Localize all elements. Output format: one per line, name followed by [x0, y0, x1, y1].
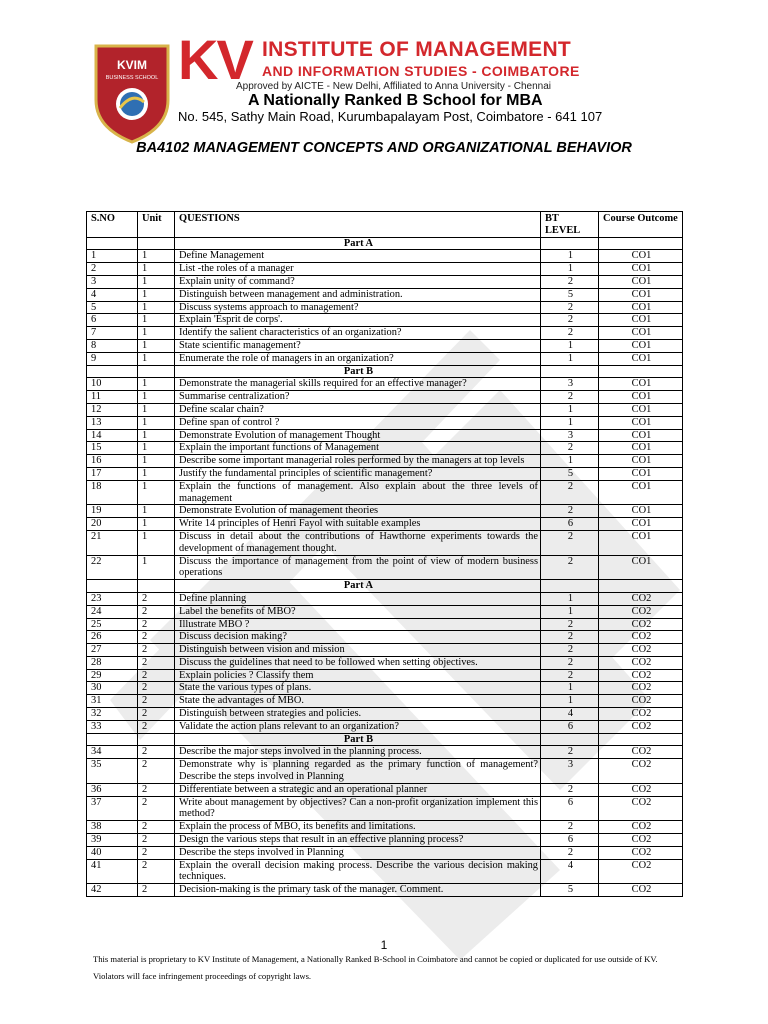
part-empty-cell — [87, 580, 138, 593]
question-row — [87, 378, 683, 391]
cell-question: Design the various steps that result in an effective planning process? — [175, 834, 541, 847]
cell-unit: 1 — [138, 403, 175, 416]
header-bt-level: BT LEVEL — [541, 212, 599, 238]
cell-unit: 2 — [138, 846, 175, 859]
question-row — [87, 480, 683, 505]
part-empty-cell — [599, 733, 683, 746]
cell-unit: 1 — [138, 352, 175, 365]
cell-question: Discuss the importance of management from the point of view of modern business operations — [175, 555, 541, 580]
cell-sno: 11 — [87, 391, 138, 404]
cell-question: Describe the steps involved in Planning — [175, 846, 541, 859]
institute-subname: AND INFORMATION STUDIES - COIMBATORE — [262, 63, 580, 79]
cell-course-outcome: CO1 — [599, 288, 683, 301]
part-empty-cell — [541, 365, 599, 378]
cell-sno: 30 — [87, 682, 138, 695]
cell-unit: 2 — [138, 669, 175, 682]
cell-unit: 1 — [138, 263, 175, 276]
cell-bt-level: 5 — [541, 884, 599, 897]
cell-question: Describe the major steps involved in the planning process. — [175, 746, 541, 759]
cell-bt-level: 1 — [541, 339, 599, 352]
page-number: 1 — [380, 938, 388, 952]
cell-question: Describe some important managerial roles performed by the managers at top levels — [175, 455, 541, 468]
question-row — [87, 821, 683, 834]
cell-unit: 1 — [138, 275, 175, 288]
cell-bt-level: 2 — [541, 301, 599, 314]
copyright-footer: This material is proprietary to KV Institute of Management, a Nationally Ranked B-School in Coimbatore and cannot be copied or duplicated for use outside of KV. Violators will face infringement proceedings of copyright laws. — [93, 954, 658, 981]
cell-unit: 1 — [138, 314, 175, 327]
cell-sno: 41 — [87, 859, 138, 884]
question-row — [87, 592, 683, 605]
part-label: Part A — [175, 580, 541, 593]
cell-bt-level: 1 — [541, 455, 599, 468]
cell-question: Define scalar chain? — [175, 403, 541, 416]
cell-bt-level: 2 — [541, 821, 599, 834]
cell-unit: 2 — [138, 783, 175, 796]
cell-bt-level: 6 — [541, 720, 599, 733]
cell-question: Discuss in detail about the contributions of Hawthorne experiments towards the development of management thought. — [175, 530, 541, 555]
cell-course-outcome: CO1 — [599, 416, 683, 429]
cell-bt-level: 2 — [541, 783, 599, 796]
part-empty-cell — [87, 237, 138, 250]
header-course-outcome: Course Outcome — [599, 212, 683, 238]
question-row — [87, 263, 683, 276]
cell-question: Validate the action plans relevant to an organization? — [175, 720, 541, 733]
part-header-row — [87, 580, 683, 593]
cell-course-outcome: CO1 — [599, 505, 683, 518]
cell-course-outcome: CO1 — [599, 378, 683, 391]
cell-question: Explain policies ? Classify them — [175, 669, 541, 682]
cell-bt-level: 2 — [541, 669, 599, 682]
cell-bt-level: 6 — [541, 796, 599, 821]
cell-sno: 13 — [87, 416, 138, 429]
cell-sno: 2 — [87, 263, 138, 276]
question-row — [87, 455, 683, 468]
ranking-line: A Nationally Ranked B School for MBA — [248, 92, 543, 109]
question-row — [87, 467, 683, 480]
cell-question: Identify the salient characteristics of an organization? — [175, 327, 541, 340]
question-row — [87, 555, 683, 580]
cell-course-outcome: CO1 — [599, 480, 683, 505]
cell-unit: 1 — [138, 480, 175, 505]
cell-unit: 2 — [138, 859, 175, 884]
cell-question: State the advantages of MBO. — [175, 695, 541, 708]
part-empty-cell — [87, 365, 138, 378]
cell-bt-level: 6 — [541, 518, 599, 531]
cell-bt-level: 1 — [541, 416, 599, 429]
part-label: Part B — [175, 365, 541, 378]
question-row — [87, 403, 683, 416]
cell-question: Enumerate the role of managers in an organization? — [175, 352, 541, 365]
cell-bt-level: 3 — [541, 378, 599, 391]
cell-course-outcome: CO2 — [599, 821, 683, 834]
question-row — [87, 720, 683, 733]
institute-name: INSTITUTE OF MANAGEMENT — [262, 38, 572, 61]
part-empty-cell — [541, 733, 599, 746]
cell-bt-level: 5 — [541, 288, 599, 301]
question-row — [87, 759, 683, 784]
cell-sno: 8 — [87, 339, 138, 352]
cell-course-outcome: CO2 — [599, 783, 683, 796]
header-sno: S.NO — [87, 212, 138, 238]
cell-course-outcome: CO2 — [599, 884, 683, 897]
cell-unit: 1 — [138, 288, 175, 301]
cell-sno: 20 — [87, 518, 138, 531]
cell-bt-level: 2 — [541, 644, 599, 657]
cell-sno: 32 — [87, 708, 138, 721]
part-empty-cell — [541, 237, 599, 250]
cell-unit: 1 — [138, 467, 175, 480]
question-row — [87, 682, 683, 695]
part-label: Part B — [175, 733, 541, 746]
cell-question: Explain the process of MBO, its benefits and limitations. — [175, 821, 541, 834]
cell-sno: 35 — [87, 759, 138, 784]
cell-unit: 2 — [138, 759, 175, 784]
kvim-logo — [92, 42, 172, 144]
cell-sno: 25 — [87, 618, 138, 631]
cell-sno: 3 — [87, 275, 138, 288]
cell-unit: 2 — [138, 618, 175, 631]
cell-unit: 2 — [138, 605, 175, 618]
cell-question: Explain the overall decision making process. Describe the various decision making techniques. — [175, 859, 541, 884]
cell-question: Explain 'Esprit de corps'. — [175, 314, 541, 327]
cell-unit: 2 — [138, 720, 175, 733]
cell-bt-level: 3 — [541, 429, 599, 442]
part-header-row — [87, 733, 683, 746]
question-row — [87, 669, 683, 682]
cell-unit: 1 — [138, 455, 175, 468]
cell-question: Demonstrate Evolution of management Thought — [175, 429, 541, 442]
cell-question: Explain unity of command? — [175, 275, 541, 288]
cell-unit: 2 — [138, 796, 175, 821]
letterhead — [0, 0, 768, 130]
logo-subtext: BUSINESS SCHOOL — [105, 75, 159, 81]
address-line: No. 545, Sathy Main Road, Kurumbapalayam Post, Coimbatore - 641 107 — [178, 109, 603, 124]
header-questions: QUESTIONS — [175, 212, 541, 238]
question-row — [87, 746, 683, 759]
cell-sno: 6 — [87, 314, 138, 327]
cell-bt-level: 6 — [541, 834, 599, 847]
cell-sno: 5 — [87, 301, 138, 314]
cell-question: Label the benefits of MBO? — [175, 605, 541, 618]
cell-bt-level: 2 — [541, 656, 599, 669]
cell-unit: 2 — [138, 682, 175, 695]
cell-sno: 21 — [87, 530, 138, 555]
cell-sno: 14 — [87, 429, 138, 442]
cell-bt-level: 2 — [541, 505, 599, 518]
cell-unit: 1 — [138, 518, 175, 531]
cell-sno: 29 — [87, 669, 138, 682]
cell-sno: 34 — [87, 746, 138, 759]
cell-course-outcome: CO2 — [599, 656, 683, 669]
cell-course-outcome: CO2 — [599, 834, 683, 847]
cell-unit: 1 — [138, 416, 175, 429]
cell-course-outcome: CO1 — [599, 467, 683, 480]
cell-sno: 16 — [87, 455, 138, 468]
cell-bt-level: 1 — [541, 263, 599, 276]
question-row — [87, 327, 683, 340]
question-row — [87, 314, 683, 327]
cell-unit: 1 — [138, 301, 175, 314]
header-unit: Unit — [138, 212, 175, 238]
cell-question: Explain the functions of management. Also explain about the three levels of management — [175, 480, 541, 505]
cell-unit: 2 — [138, 746, 175, 759]
question-row — [87, 442, 683, 455]
cell-course-outcome: CO2 — [599, 592, 683, 605]
part-empty-cell — [138, 237, 175, 250]
cell-sno: 42 — [87, 884, 138, 897]
cell-bt-level: 2 — [541, 746, 599, 759]
cell-sno: 40 — [87, 846, 138, 859]
part-label: Part A — [175, 237, 541, 250]
cell-sno: 26 — [87, 631, 138, 644]
cell-bt-level: 2 — [541, 555, 599, 580]
cell-question: Demonstrate Evolution of management theories — [175, 505, 541, 518]
part-empty-cell — [599, 365, 683, 378]
question-table — [86, 211, 683, 897]
cell-course-outcome: CO1 — [599, 327, 683, 340]
table-body — [87, 237, 683, 896]
part-header-row — [87, 365, 683, 378]
cell-unit: 2 — [138, 708, 175, 721]
question-row — [87, 708, 683, 721]
cell-bt-level: 2 — [541, 631, 599, 644]
question-row — [87, 695, 683, 708]
cell-course-outcome: CO1 — [599, 314, 683, 327]
kv-wordmark: KV — [178, 28, 252, 91]
question-row — [87, 644, 683, 657]
question-row — [87, 605, 683, 618]
cell-bt-level: 1 — [541, 695, 599, 708]
cell-sno: 7 — [87, 327, 138, 340]
cell-unit: 2 — [138, 592, 175, 605]
cell-bt-level: 2 — [541, 275, 599, 288]
cell-course-outcome: CO2 — [599, 682, 683, 695]
cell-bt-level: 2 — [541, 480, 599, 505]
cell-course-outcome: CO1 — [599, 352, 683, 365]
cell-sno: 24 — [87, 605, 138, 618]
part-header-row — [87, 237, 683, 250]
cell-question: Demonstrate why is planning regarded as the primary function of management? Describe the steps involved in Planning — [175, 759, 541, 784]
cell-bt-level: 2 — [541, 530, 599, 555]
part-empty-cell — [138, 365, 175, 378]
cell-course-outcome: CO2 — [599, 720, 683, 733]
question-row — [87, 656, 683, 669]
part-empty-cell — [599, 237, 683, 250]
cell-unit: 2 — [138, 821, 175, 834]
part-empty-cell — [138, 733, 175, 746]
question-row — [87, 518, 683, 531]
question-row — [87, 339, 683, 352]
cell-unit: 1 — [138, 555, 175, 580]
logo-text: KVIM — [117, 58, 147, 72]
cell-question: Summarise centralization? — [175, 391, 541, 404]
cell-sno: 12 — [87, 403, 138, 416]
cell-unit: 1 — [138, 339, 175, 352]
question-row — [87, 618, 683, 631]
question-row — [87, 783, 683, 796]
cell-unit: 2 — [138, 631, 175, 644]
cell-question: State the various types of plans. — [175, 682, 541, 695]
cell-sno: 28 — [87, 656, 138, 669]
cell-question: List -the roles of a manager — [175, 263, 541, 276]
cell-course-outcome: CO2 — [599, 708, 683, 721]
question-row — [87, 250, 683, 263]
cell-course-outcome: CO1 — [599, 530, 683, 555]
cell-question: Define Management — [175, 250, 541, 263]
cell-question: Distinguish between strategies and policies. — [175, 708, 541, 721]
cell-question: Demonstrate the managerial skills required for an effective manager? — [175, 378, 541, 391]
cell-sno: 19 — [87, 505, 138, 518]
cell-bt-level: 2 — [541, 618, 599, 631]
cell-question: Write 14 principles of Henri Fayol with suitable examples — [175, 518, 541, 531]
cell-sno: 9 — [87, 352, 138, 365]
cell-question: Discuss systems approach to management? — [175, 301, 541, 314]
cell-course-outcome: CO1 — [599, 275, 683, 288]
cell-course-outcome: CO2 — [599, 846, 683, 859]
question-row — [87, 352, 683, 365]
part-empty-cell — [599, 580, 683, 593]
cell-sno: 36 — [87, 783, 138, 796]
cell-course-outcome: CO1 — [599, 518, 683, 531]
part-empty-cell — [541, 580, 599, 593]
cell-course-outcome: CO1 — [599, 250, 683, 263]
question-row — [87, 834, 683, 847]
cell-question: State scientific management? — [175, 339, 541, 352]
cell-sno: 10 — [87, 378, 138, 391]
cell-course-outcome: CO1 — [599, 403, 683, 416]
cell-unit: 2 — [138, 695, 175, 708]
approval-line: Approved by AICTE - New Delhi, Affiliated to Anna University - Chennai — [236, 81, 551, 92]
cell-course-outcome: CO2 — [599, 669, 683, 682]
cell-course-outcome: CO2 — [599, 759, 683, 784]
question-row — [87, 416, 683, 429]
cell-bt-level: 1 — [541, 352, 599, 365]
cell-question: Justify the fundamental principles of scientific management? — [175, 467, 541, 480]
cell-sno: 18 — [87, 480, 138, 505]
cell-question: Decision-making is the primary task of the manager. Comment. — [175, 884, 541, 897]
cell-course-outcome: CO2 — [599, 859, 683, 884]
question-row — [87, 391, 683, 404]
cell-unit: 1 — [138, 530, 175, 555]
cell-course-outcome: CO1 — [599, 301, 683, 314]
cell-unit: 1 — [138, 442, 175, 455]
table-header-row — [87, 212, 683, 238]
cell-unit: 1 — [138, 391, 175, 404]
cell-bt-level: 2 — [541, 327, 599, 340]
cell-bt-level: 3 — [541, 759, 599, 784]
cell-bt-level: 1 — [541, 682, 599, 695]
cell-sno: 33 — [87, 720, 138, 733]
cell-bt-level: 1 — [541, 250, 599, 263]
cell-course-outcome: CO2 — [599, 605, 683, 618]
question-row — [87, 530, 683, 555]
question-row — [87, 429, 683, 442]
cell-course-outcome: CO1 — [599, 263, 683, 276]
cell-course-outcome: CO2 — [599, 695, 683, 708]
question-row — [87, 884, 683, 897]
cell-course-outcome: CO2 — [599, 746, 683, 759]
cell-bt-level: 1 — [541, 605, 599, 618]
cell-question: Illustrate MBO ? — [175, 618, 541, 631]
cell-question: Discuss the guidelines that need to be followed when setting objectives. — [175, 656, 541, 669]
question-row — [87, 288, 683, 301]
cell-unit: 2 — [138, 834, 175, 847]
cell-course-outcome: CO1 — [599, 391, 683, 404]
cell-question: Distinguish between vision and mission — [175, 644, 541, 657]
question-row — [87, 859, 683, 884]
cell-question: Explain the important functions of Management — [175, 442, 541, 455]
cell-bt-level: 2 — [541, 442, 599, 455]
cell-sno: 31 — [87, 695, 138, 708]
cell-course-outcome: CO2 — [599, 796, 683, 821]
cell-bt-level: 2 — [541, 391, 599, 404]
cell-unit: 2 — [138, 884, 175, 897]
cell-course-outcome: CO1 — [599, 442, 683, 455]
question-row — [87, 505, 683, 518]
cell-course-outcome: CO1 — [599, 455, 683, 468]
cell-sno: 15 — [87, 442, 138, 455]
cell-course-outcome: CO2 — [599, 644, 683, 657]
cell-bt-level: 1 — [541, 592, 599, 605]
cell-bt-level: 2 — [541, 846, 599, 859]
cell-sno: 1 — [87, 250, 138, 263]
cell-bt-level: 4 — [541, 708, 599, 721]
cell-sno: 23 — [87, 592, 138, 605]
cell-sno: 22 — [87, 555, 138, 580]
cell-course-outcome: CO1 — [599, 555, 683, 580]
cell-bt-level: 2 — [541, 314, 599, 327]
cell-question: Define planning — [175, 592, 541, 605]
cell-course-outcome: CO2 — [599, 631, 683, 644]
cell-question: Write about management by objectives? Can a non-profit organization implement this method? — [175, 796, 541, 821]
cell-unit: 1 — [138, 429, 175, 442]
cell-question: Discuss decision making? — [175, 631, 541, 644]
question-row — [87, 796, 683, 821]
cell-sno: 27 — [87, 644, 138, 657]
document-title: BA4102 MANAGEMENT CONCEPTS AND ORGANIZATIONAL BEHAVIOR — [136, 140, 632, 156]
question-row — [87, 275, 683, 288]
cell-sno: 38 — [87, 821, 138, 834]
cell-sno: 4 — [87, 288, 138, 301]
cell-sno: 39 — [87, 834, 138, 847]
cell-course-outcome: CO2 — [599, 618, 683, 631]
question-row — [87, 301, 683, 314]
cell-unit: 1 — [138, 327, 175, 340]
cell-unit: 1 — [138, 505, 175, 518]
question-row — [87, 631, 683, 644]
question-row — [87, 846, 683, 859]
cell-unit: 2 — [138, 656, 175, 669]
cell-question: Differentiate between a strategic and an operational planner — [175, 783, 541, 796]
cell-bt-level: 5 — [541, 467, 599, 480]
cell-course-outcome: CO1 — [599, 339, 683, 352]
cell-question: Distinguish between management and administration. — [175, 288, 541, 301]
cell-question: Define span of control ? — [175, 416, 541, 429]
cell-unit: 1 — [138, 378, 175, 391]
part-empty-cell — [138, 580, 175, 593]
part-empty-cell — [87, 733, 138, 746]
cell-unit: 2 — [138, 644, 175, 657]
cell-course-outcome: CO1 — [599, 429, 683, 442]
cell-unit: 1 — [138, 250, 175, 263]
cell-bt-level: 1 — [541, 403, 599, 416]
cell-sno: 37 — [87, 796, 138, 821]
cell-sno: 17 — [87, 467, 138, 480]
cell-bt-level: 4 — [541, 859, 599, 884]
